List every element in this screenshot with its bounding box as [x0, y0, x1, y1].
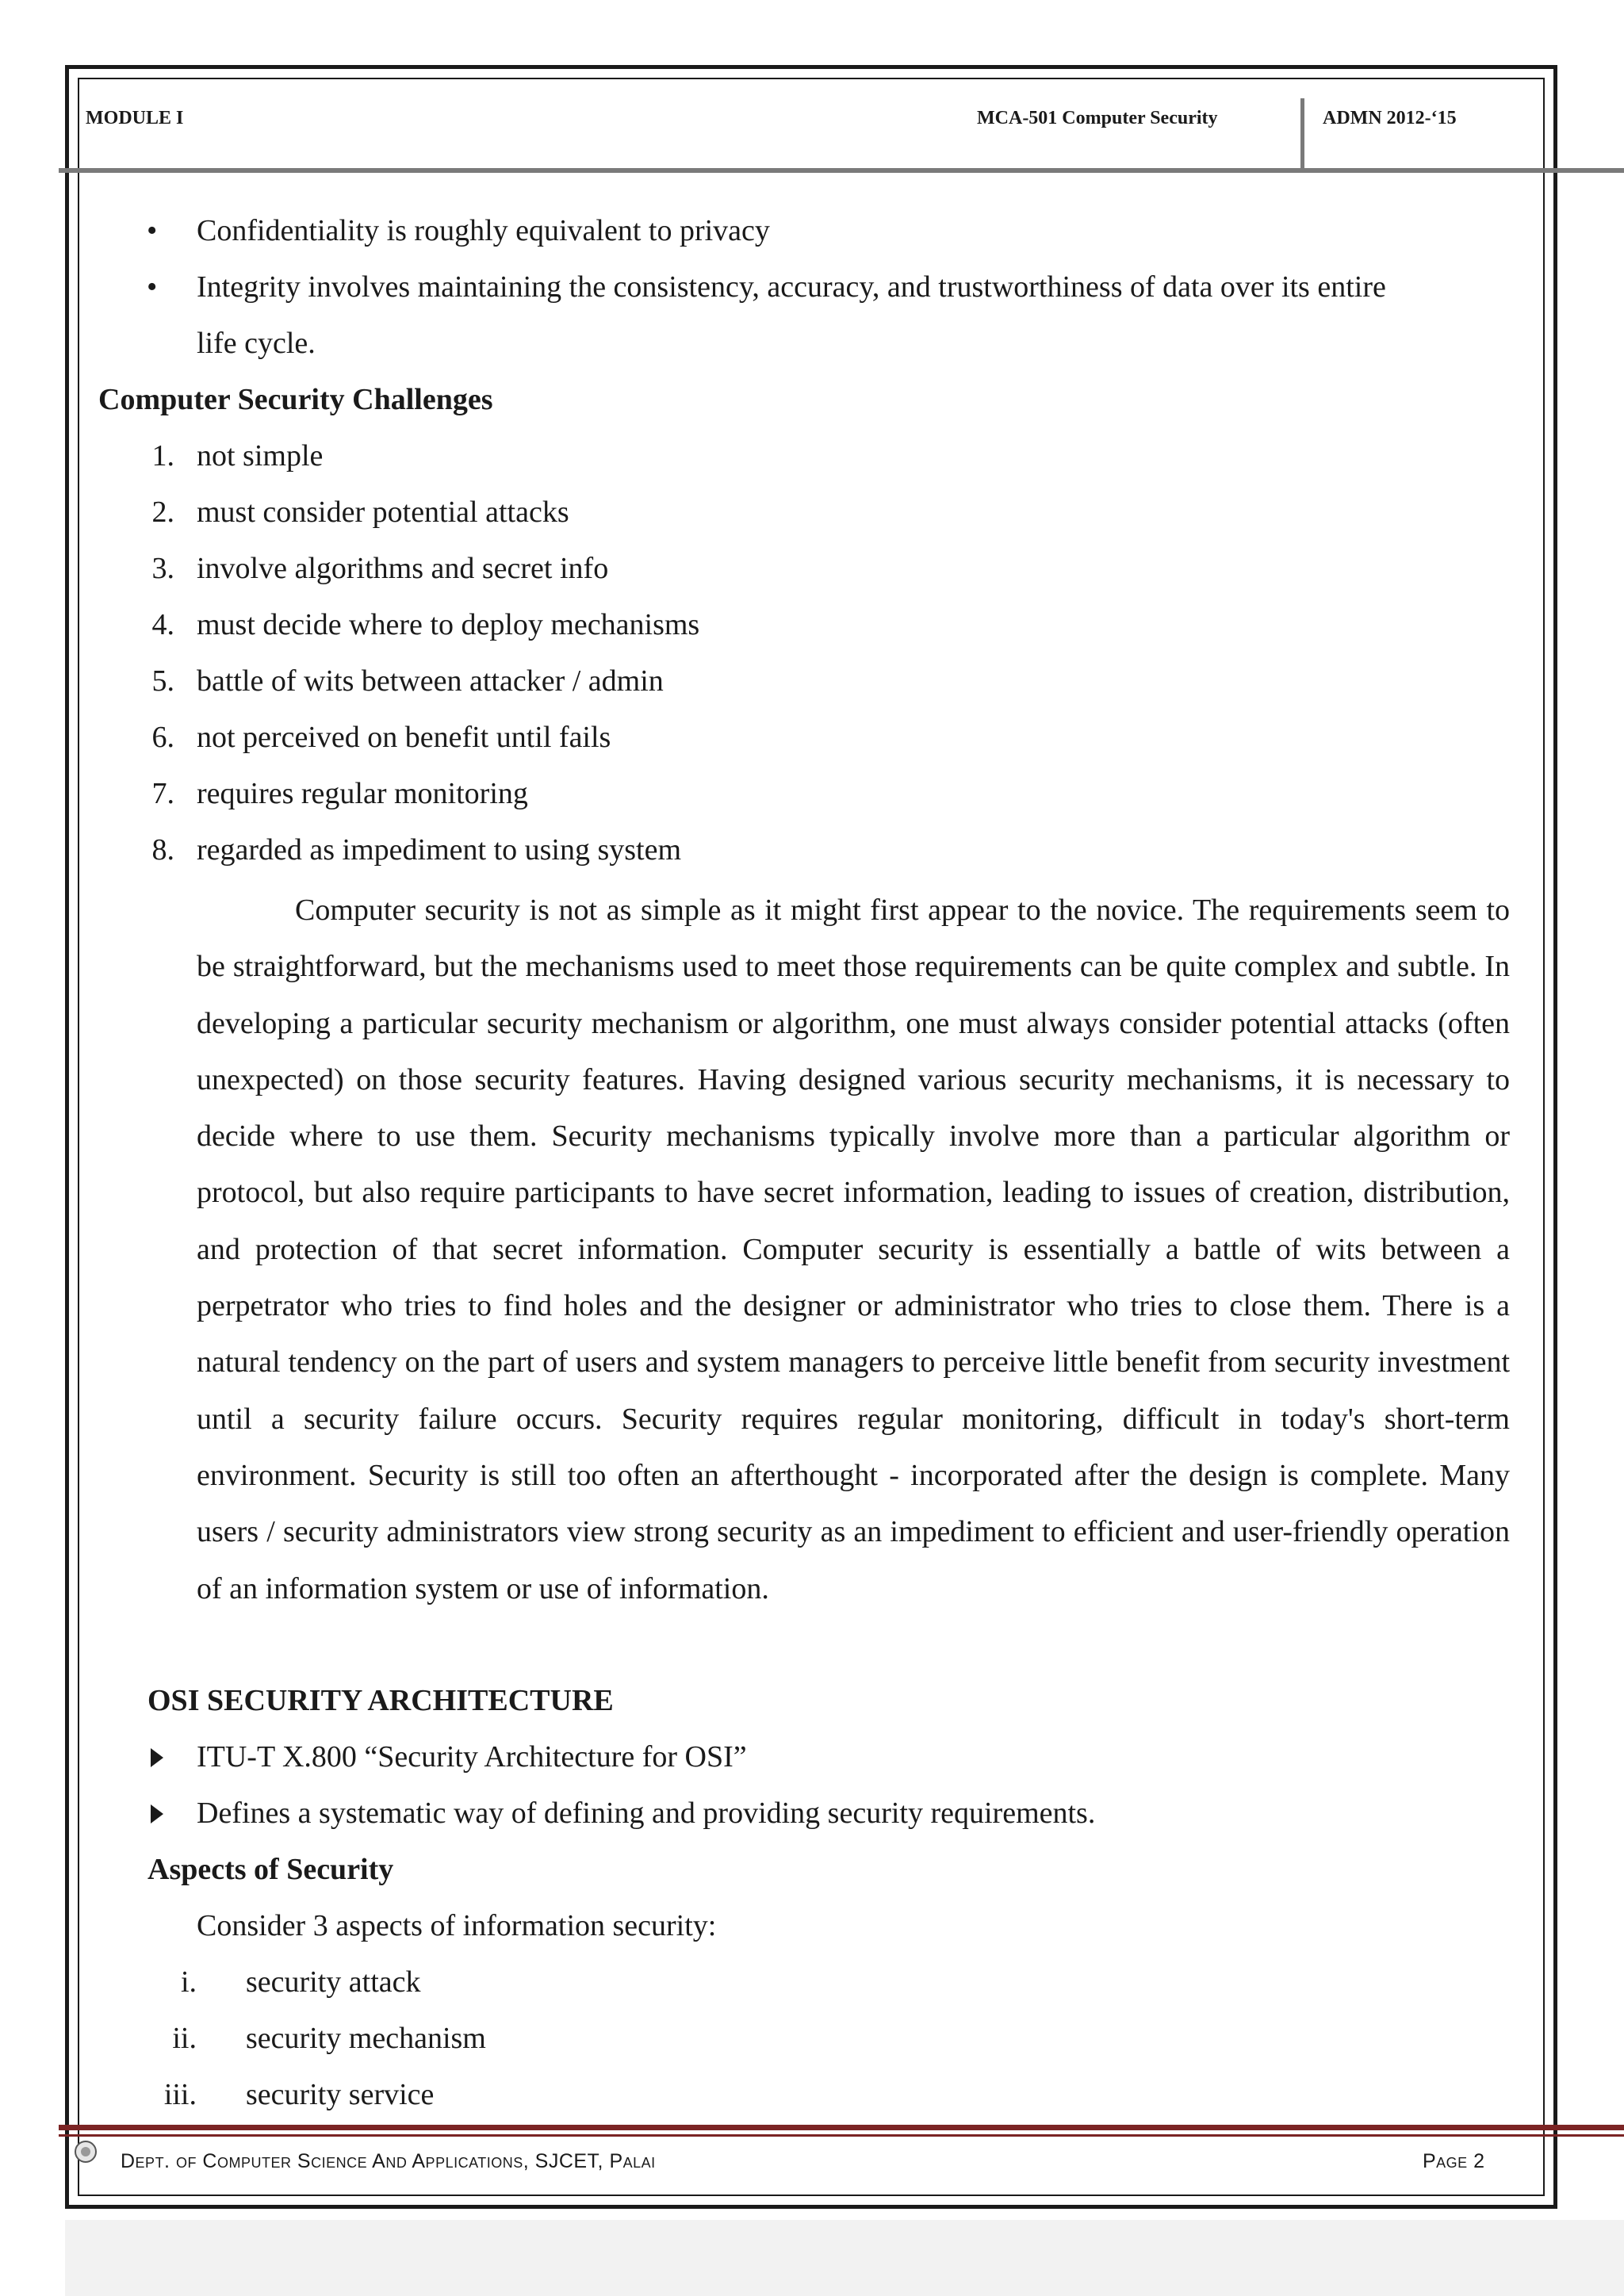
aspect-item: security attack — [246, 1965, 421, 1999]
header-course: MCA-501 Computer Security — [977, 108, 1218, 128]
osi-bullet: ITU-T X.800 “Security Architecture for OSI” — [197, 1740, 747, 1774]
footer-rule — [59, 2125, 1624, 2130]
list-number: 3. — [151, 552, 174, 585]
aspects-intro: Consider 3 aspects of information security: — [197, 1909, 717, 1942]
roman-number: ii. — [172, 2022, 197, 2055]
challenge-item: must consider potential attacks — [197, 496, 569, 529]
section-heading-osi: OSI SECURITY ARCHITECTURE — [147, 1684, 614, 1717]
header-admn: ADMN 2012-‘15 — [1323, 108, 1457, 128]
intro-bullet-integrity: Integrity involves maintaining the consistency, accuracy, and trustworthiness of data over its entire — [197, 270, 1386, 304]
list-number: 2. — [151, 496, 174, 529]
section-heading-aspects: Aspects of Security — [147, 1853, 394, 1886]
osi-bullet: Defines a systematic way of defining and providing security requirements. — [197, 1797, 1096, 1830]
section-heading-challenges: Computer Security Challenges — [98, 383, 493, 416]
bullet-dot: • — [147, 214, 158, 247]
list-number: 8. — [151, 833, 174, 867]
page-margin-background — [65, 2220, 1624, 2296]
challenge-item: must decide where to deploy mechanisms — [197, 608, 700, 641]
challenge-item: regarded as impediment to using system — [197, 833, 682, 867]
list-number: 7. — [151, 777, 174, 810]
arrow-bullet-icon — [151, 1748, 163, 1767]
header-module: MODULE I — [86, 108, 184, 128]
list-number: 6. — [151, 721, 174, 754]
footer-rule-thin — [59, 2134, 1624, 2137]
header-rule — [59, 168, 1624, 173]
aspect-item: security mechanism — [246, 2022, 486, 2055]
roman-number: i. — [180, 1965, 197, 1999]
intro-bullet-integrity-cont: life cycle. — [197, 327, 316, 360]
list-number: 5. — [151, 664, 174, 698]
header-separator — [1300, 98, 1304, 170]
footer-department: Dept. of Computer Science And Applications, SJCET, Palai — [121, 2150, 656, 2172]
challenge-item: involve algorithms and secret info — [197, 552, 609, 585]
challenge-item: requires regular monitoring — [197, 777, 528, 810]
list-number: 1. — [151, 439, 174, 473]
arrow-bullet-icon — [151, 1804, 163, 1823]
challenge-item: not simple — [197, 439, 324, 473]
challenges-paragraph: Computer security is not as simple as it might first appear to the novice. The requirements seem to be straightforward, but the mechanisms used to meet those requirements can be quite complex and subtle. In developing a particular security mechanism or algorithm, one must always consider potential attacks (often unexpected) on those security features. Having designed various security mechanisms, it is necessary to decide where to use them. Security mechanisms typically involve more than a particular algorithm or protocol, but also require participants to have secret information, leading to issues of creation, distribution, and protection of that secret information. Computer security is essentially a battle of wits between a perpetrator who tries to find holes and the designer or administrator who tries to close them. There is a natural tendency on the part of users and system managers to perceive little benefit from security investment until a security failure occurs. Security requires regular monitoring, difficult in today's short-term environment. Security is still too often an afterthought - incorporated after the design is complete. Many users / security administrators view strong security as an impediment to efficient and user-friendly operation of an information system or use of information. — [197, 894, 1510, 1605]
bullet-dot: • — [147, 270, 158, 304]
intro-bullet-confidentiality: Confidentiality is roughly equivalent to privacy — [197, 214, 770, 247]
list-number: 4. — [151, 608, 174, 641]
footer-page-number: Page 2 — [1423, 2150, 1485, 2172]
aspect-item: security service — [246, 2078, 435, 2111]
challenge-item: battle of wits between attacker / admin — [197, 664, 664, 698]
college-logo-icon — [71, 2137, 100, 2166]
roman-number: iii. — [163, 2078, 197, 2111]
challenge-item: not perceived on benefit until fails — [197, 721, 611, 754]
